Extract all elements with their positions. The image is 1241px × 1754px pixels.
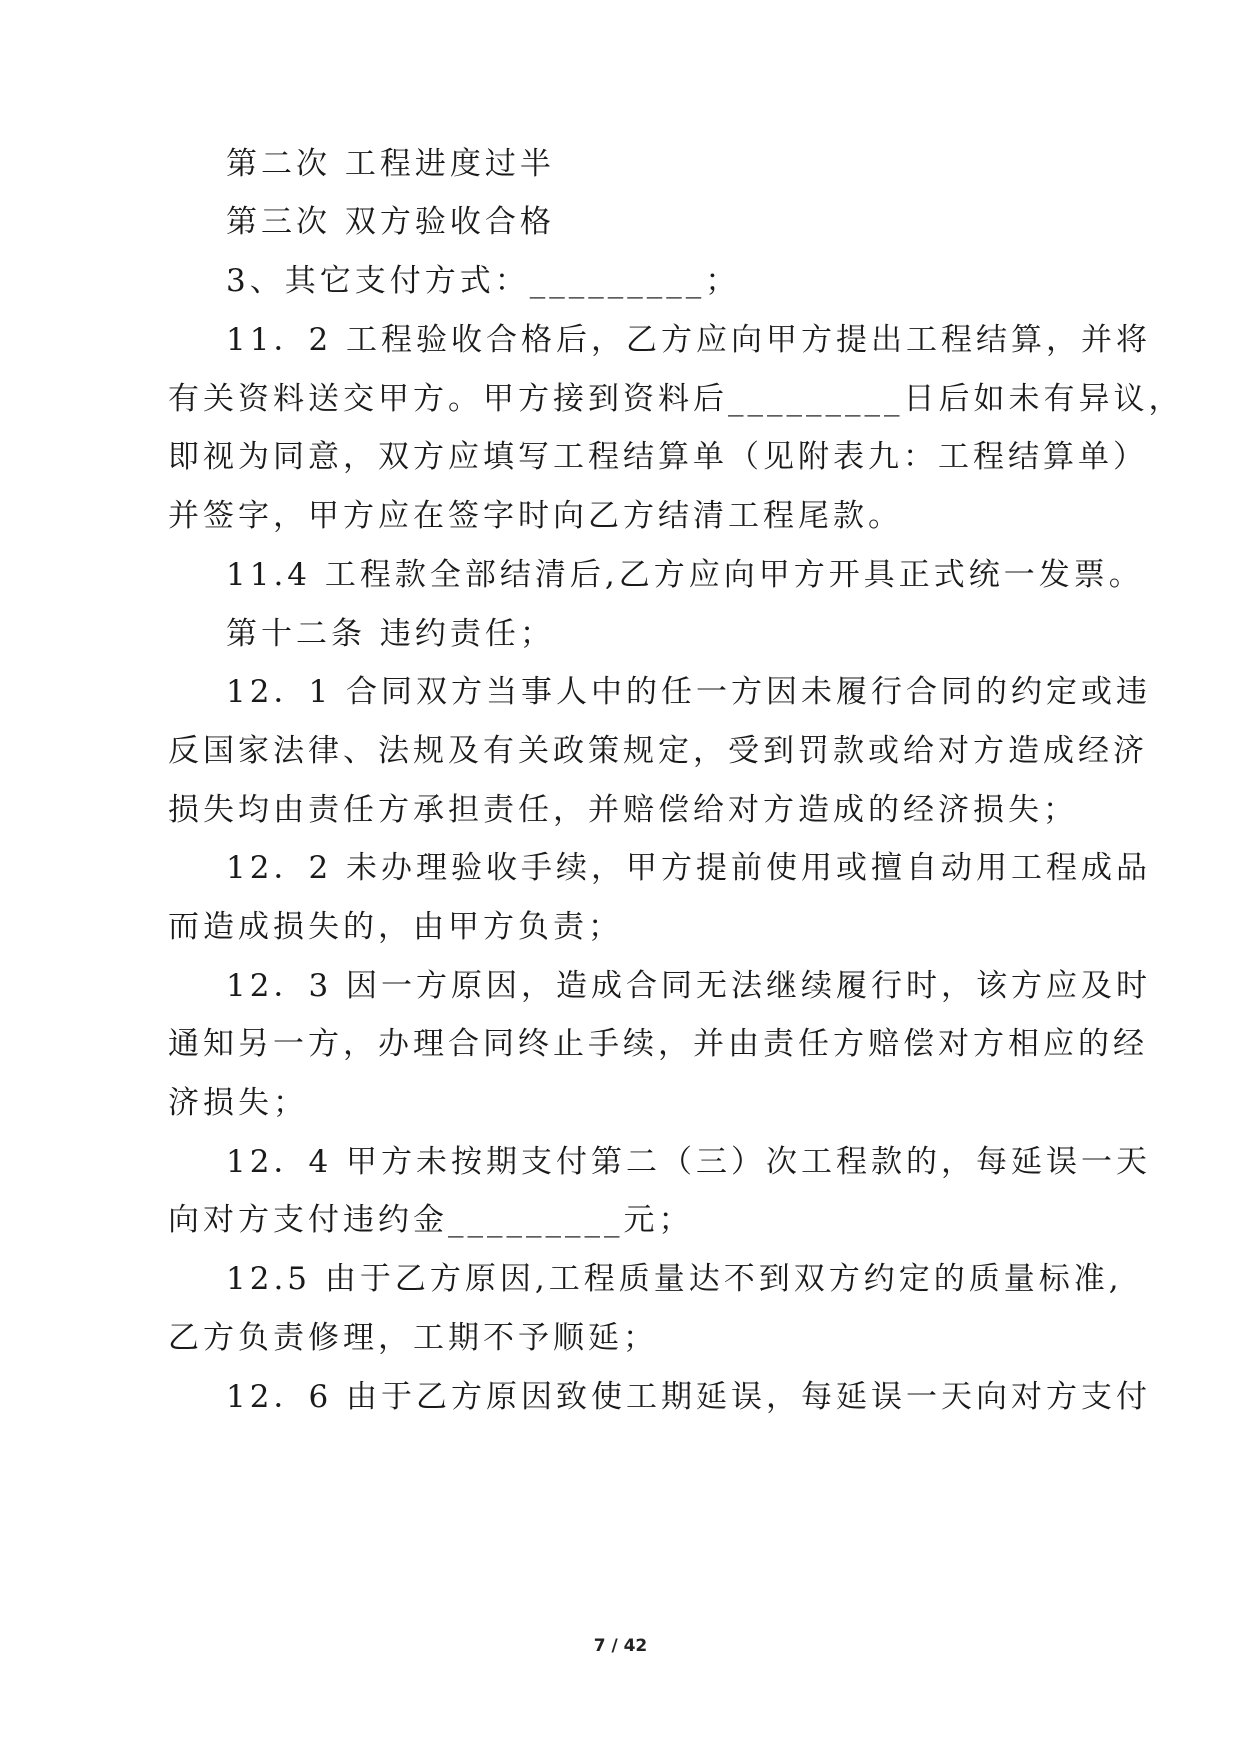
text-line: 有关资料送交甲方。甲方接到资料后_________日后如未有异议， [168,381,1184,417]
text-line: 12．1 合同双方当事人中的任一方因未履行合同的约定或违 [226,674,1152,710]
text-line: 3、其它支付方式：_________； [226,263,741,299]
text-line: 12.5 由于乙方原因,工程质量达不到双方约定的质量标准, [226,1261,1123,1297]
text-line: 11.4 工程款全部结清后,乙方应向甲方开具正式统一发票。 [226,557,1144,593]
text-line: 第十二条 违约责任； [226,616,555,652]
text-line: 向对方支付违约金_________元； [168,1202,694,1238]
text-line: 12．6 由于乙方原因致使工期延误，每延误一天向对方支付 [226,1379,1152,1415]
text-line: 并签字，甲方应在签字时向乙方结清工程尾款。 [168,498,903,534]
text-line: 11．2 工程验收合格后，乙方应向甲方提出工程结算，并将 [226,322,1152,358]
text-line: 12．4 甲方未按期支付第二（三）次工程款的，每延误一天 [226,1144,1152,1180]
text-line: 而造成损失的，由甲方负责； [168,909,623,945]
text-line: 第二次 工程进度过半 [226,146,555,182]
text-line: 乙方负责修理，工期不予顺延； [168,1320,658,1356]
text-line: 反国家法律、法规及有关政策规定，受到罚款或给对方造成经济 [168,733,1148,769]
text-line: 通知另一方，办理合同终止手续，并由责任方赔偿对方相应的经 [168,1026,1148,1062]
page-number: 7 / 42 [593,1636,648,1656]
text-line: 第三次 双方验收合格 [226,204,555,240]
text-line: 济损失； [168,1085,308,1121]
text-line: 12．3 因一方原因，造成合同无法继续履行时，该方应及时 [226,968,1152,1004]
text-line: 损失均由责任方承担责任，并赔偿给对方造成的经济损失； [168,792,1078,828]
text-line: 即视为同意，双方应填写工程结算单（见附表九：工程结算单） [168,439,1148,475]
text-line: 12．2 未办理验收手续，甲方提前使用或擅自动用工程成品 [226,850,1152,886]
